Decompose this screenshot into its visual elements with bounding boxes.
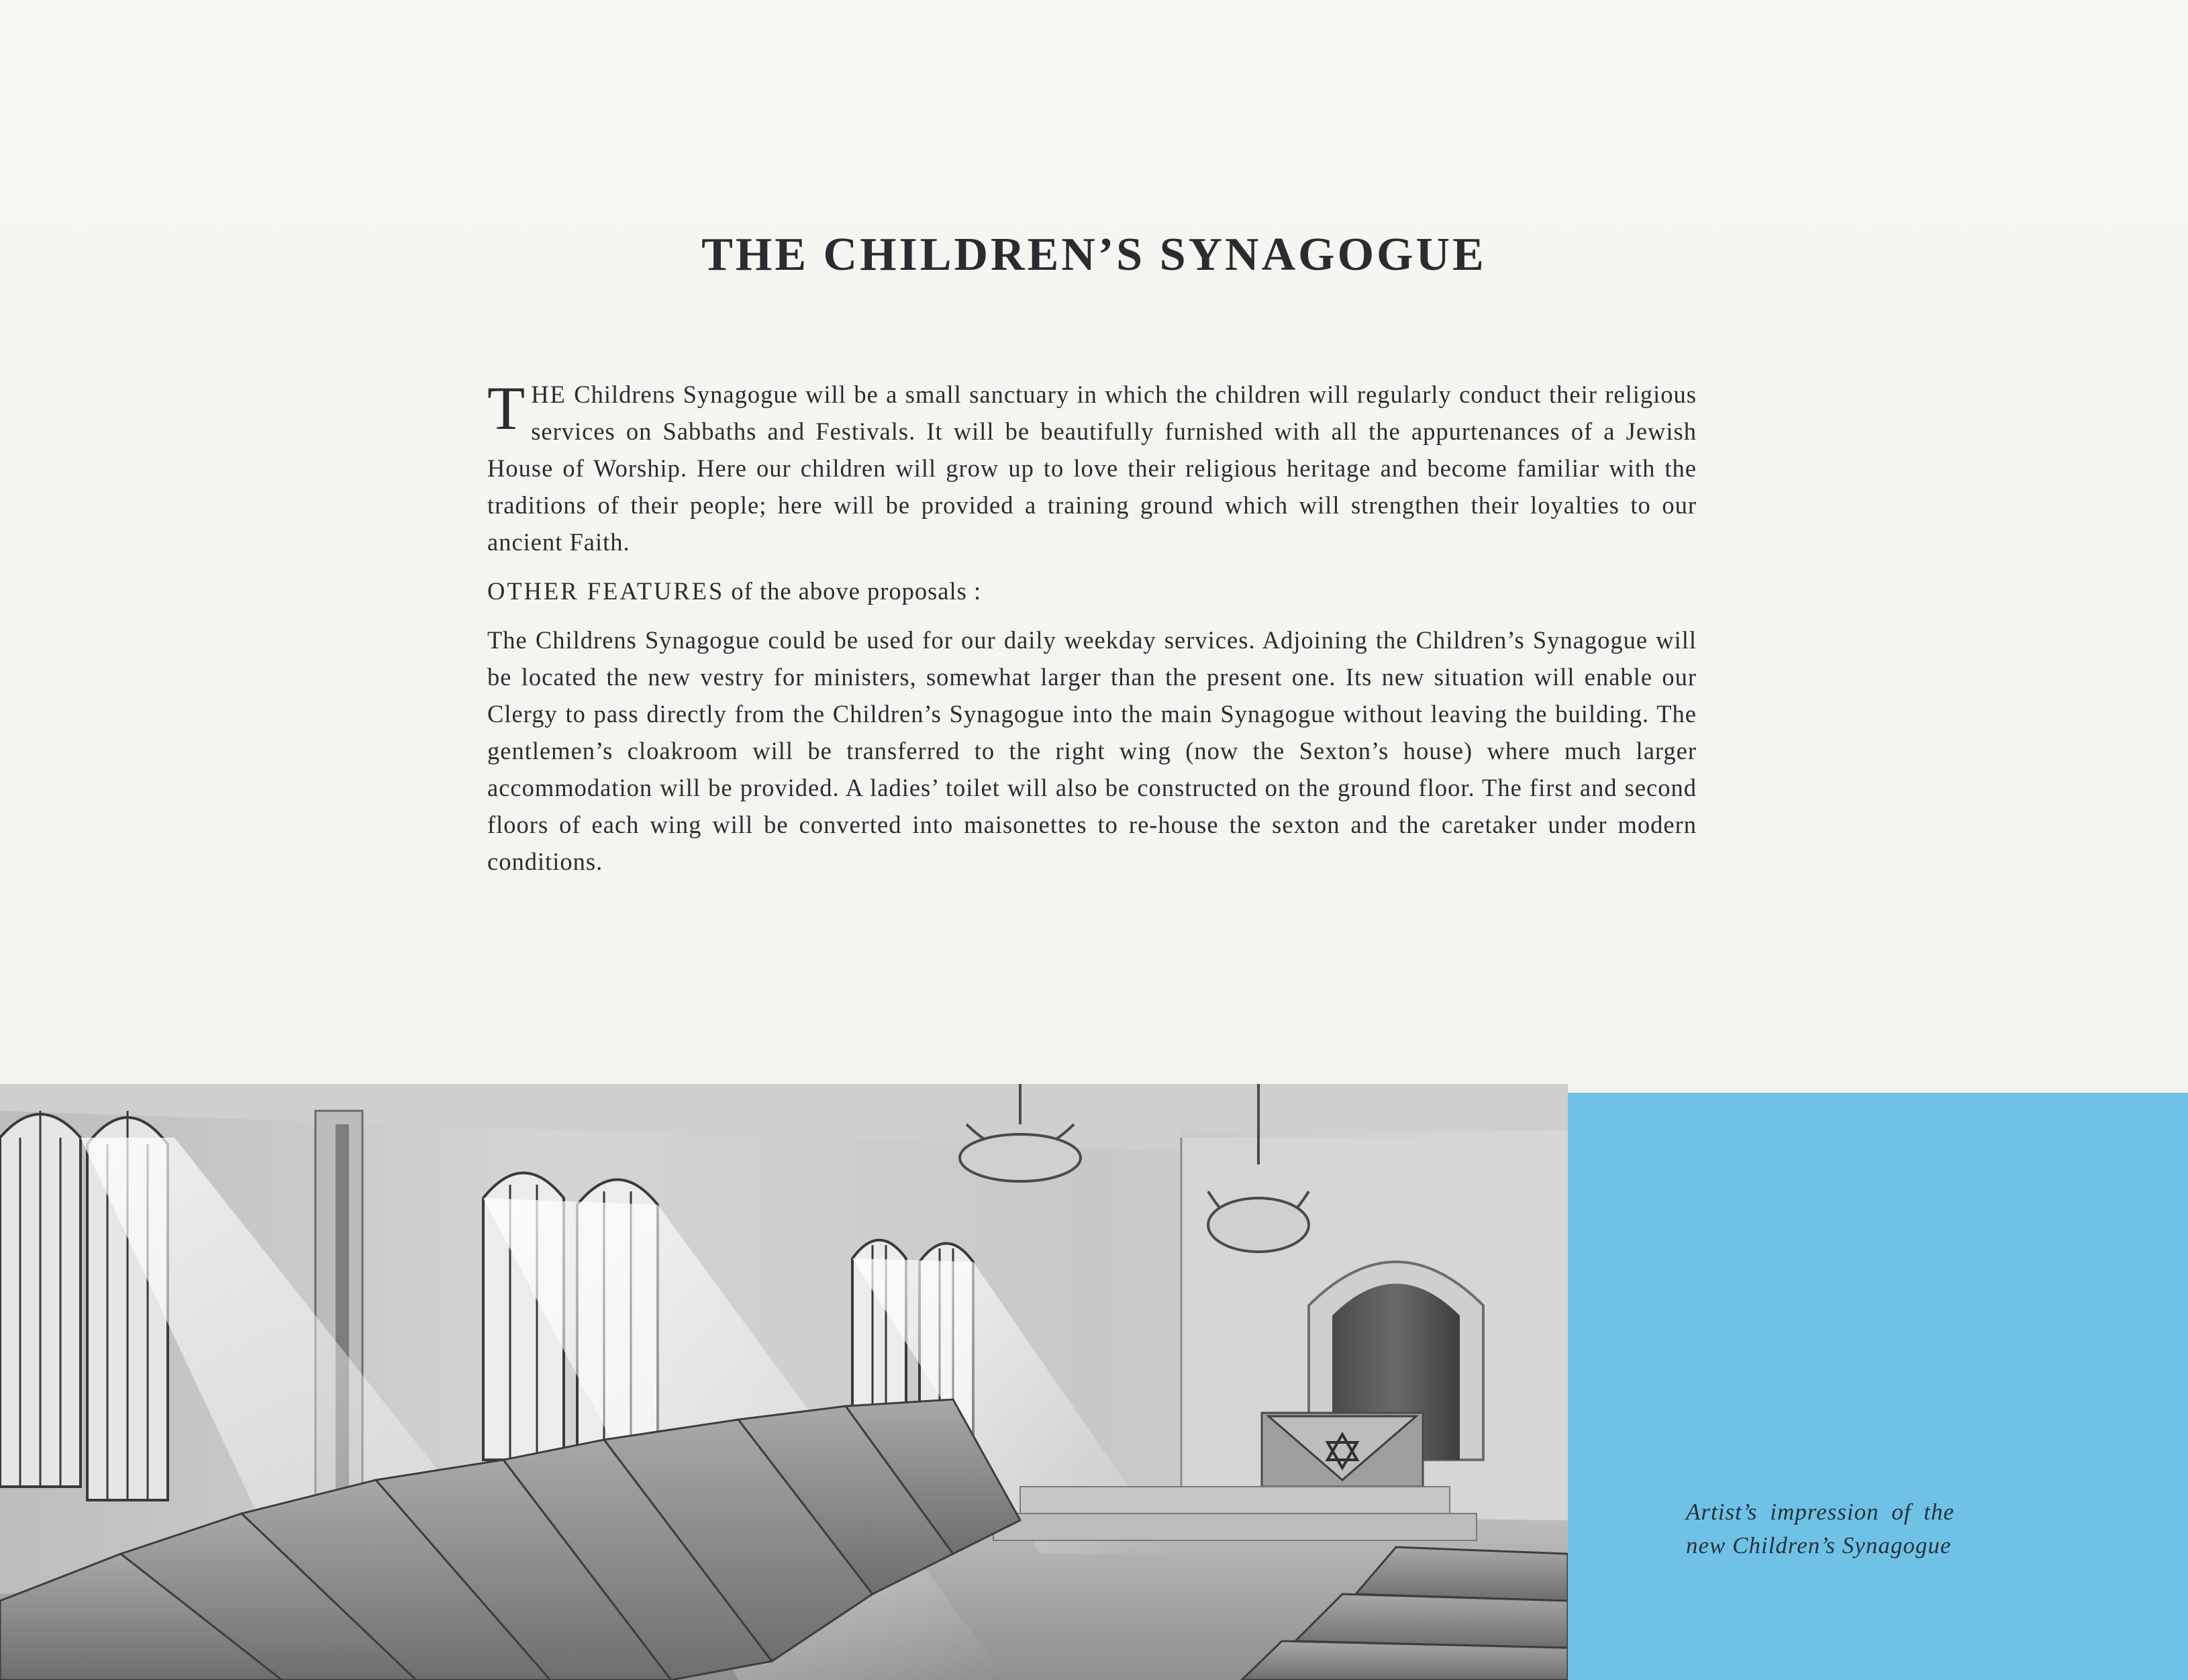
caption-panel <box>1568 1093 2188 1680</box>
intro-lead: HE <box>531 381 566 408</box>
synagogue-illustration <box>0 1084 1568 1680</box>
intro-body: Childrens Synagogue will be a small sanctuary in which the children will regularly conduct their religious services on Sabbaths and Festivals. It will be beautifully furnished with all the appurtenances of a Jewish House of Worship. Here our children will grow up to love their religious heritage and become familiar with the traditions of their people; here will be provided a training ground which will strengthen their loyalties to our ancient Faith. <box>487 381 1697 556</box>
body-text <box>487 376 1697 880</box>
features-paragraph: The Childrens Synagogue could be used for our daily weekday services. Adjoining the Children’s Synagogue will be located the new vestry for ministers, somewhat larger than the present one. Its new situation will enable our Clergy to pass directly from the Children’s Synagogue into the main Synagogue without leaving the building. The gentlemen’s cloakroom will be transferred to the right wing (now the Sexton’s house) where much larger accommodation will be provided. A ladies’ toilet will also be constructed on the ground floor. The first and second floors of each wing will be converted into maisonettes to re-house the sexton and the caretaker under modern conditions. <box>487 626 1697 875</box>
intro-paragraph <box>487 376 1697 560</box>
drop-cap: T <box>487 374 526 442</box>
other-features-line <box>487 573 1697 609</box>
illustration-caption: Artist’s impression of the new Children’s Synagogue <box>1686 1499 1954 1559</box>
other-features-rest: of the above proposals : <box>724 577 982 605</box>
other-features-heading: OTHER FEATURES <box>487 577 725 605</box>
page-title: THE CHILDREN’S SYNAGOGUE <box>701 229 1487 281</box>
